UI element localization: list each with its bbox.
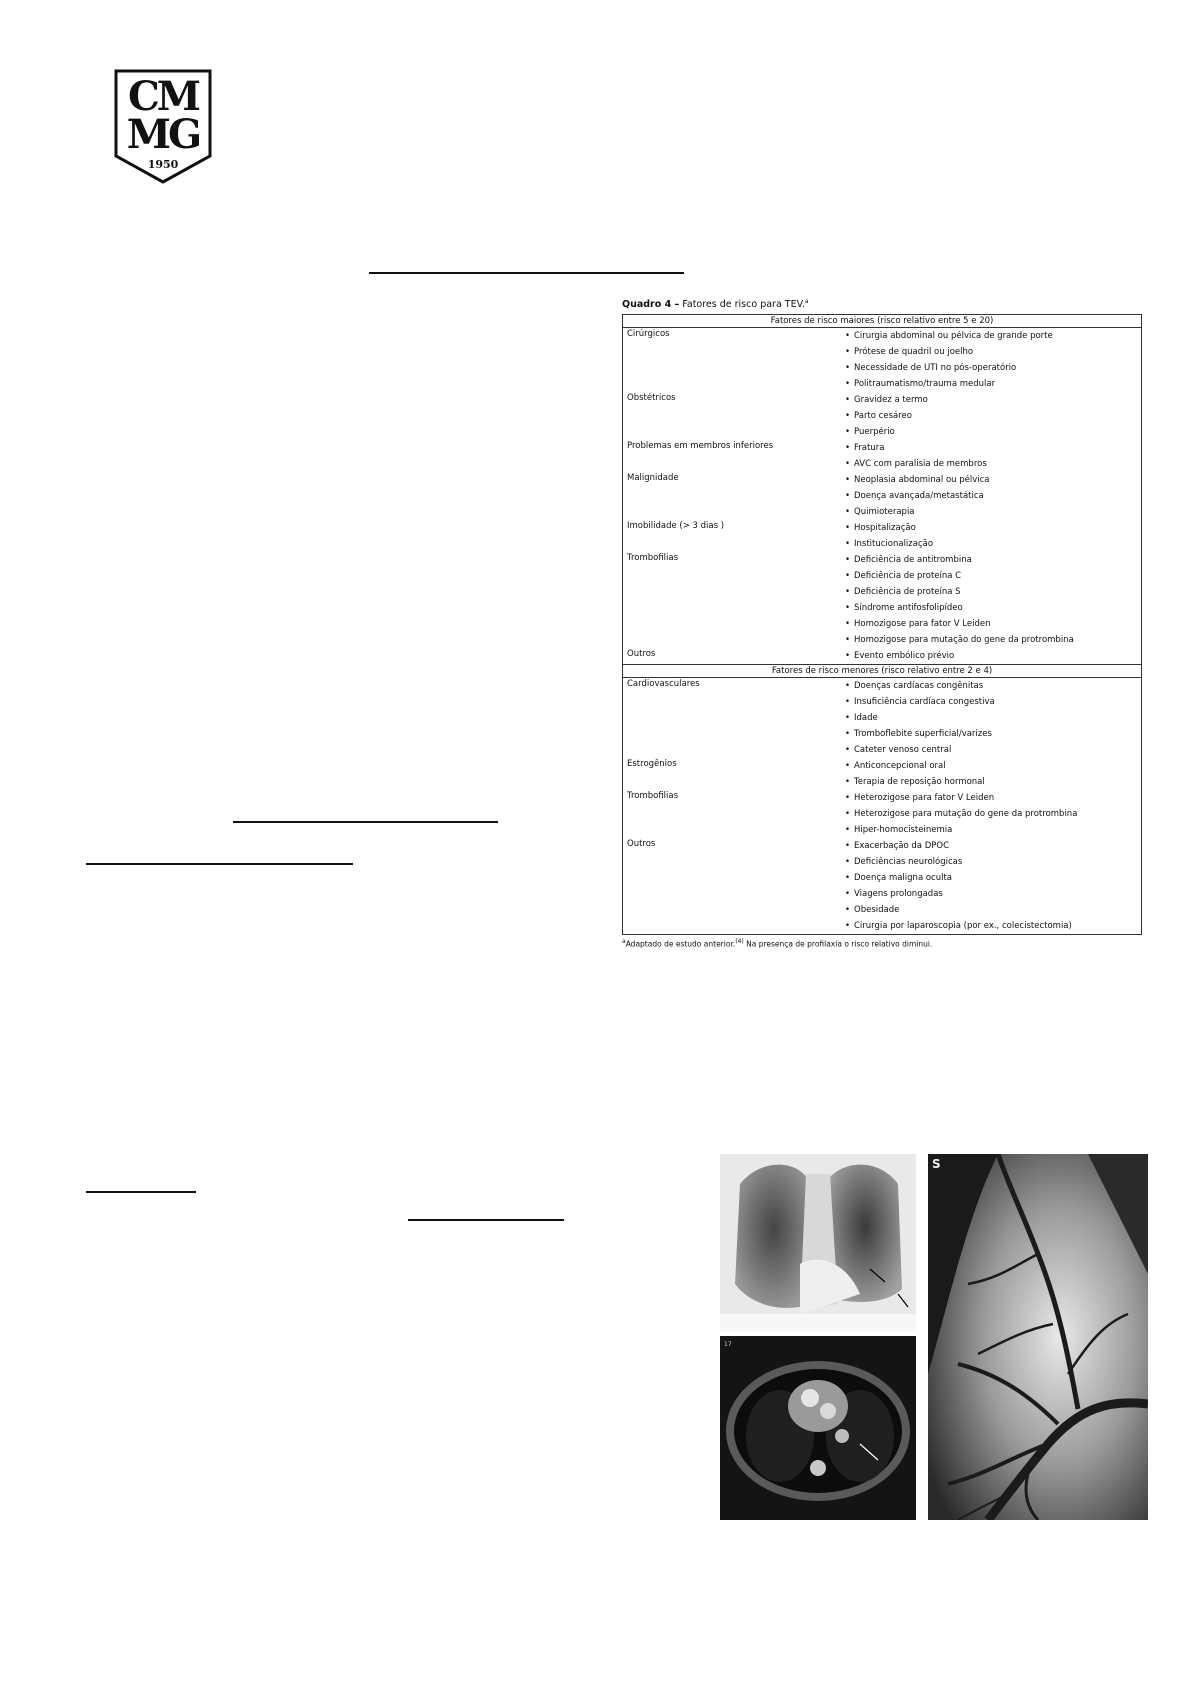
- risk-items: [845, 392, 1141, 440]
- chest-xray-image: [720, 1154, 916, 1332]
- risk-group-row: [623, 758, 1141, 790]
- table-title: Quadro 4 – Fatores de risco para TEV.$^a$: [622, 298, 809, 311]
- section-underline: [86, 1191, 196, 1193]
- risk-category: Estrogênios: [627, 759, 677, 770]
- risk-category: Cirúrgicos: [627, 329, 670, 340]
- risk-item: • Evento embólico prévio: [845, 648, 1141, 664]
- table-box: [622, 314, 1142, 935]
- risk-group-row: [623, 838, 1141, 934]
- chest-ct-image: [720, 1336, 916, 1520]
- risk-group-row: [623, 392, 1141, 440]
- risk-items: [845, 838, 1141, 934]
- text-underline-3: [408, 1219, 564, 1221]
- risk-item: • Doença avançada/metastática: [845, 488, 1141, 504]
- risk-items: [845, 472, 1141, 520]
- risk-item: • Parto cesáreo: [845, 408, 1141, 424]
- risk-items: [845, 552, 1141, 648]
- risk-item: • Deficiência de antitrombina: [845, 552, 1141, 568]
- pulmonary-angiogram-image: [928, 1154, 1148, 1520]
- risk-item: • Cateter venoso central: [845, 742, 1141, 758]
- risk-item: • Homozigose para fator V Leiden: [845, 616, 1141, 632]
- risk-item: • Hospitalização: [845, 520, 1141, 536]
- risk-item: • Deficiência de proteína S: [845, 584, 1141, 600]
- risk-item: • Síndrome antifosfolipídeo: [845, 600, 1141, 616]
- risk-category: Trombofilias: [627, 553, 679, 564]
- risk-item: • AVC com paralisia de membros: [845, 456, 1141, 472]
- risk-category: Cardiovasculares: [627, 679, 700, 690]
- risk-factors-table: [622, 296, 1142, 950]
- risk-item: • Necessidade de UTI no pós-operatório: [845, 360, 1141, 376]
- risk-item: • Anticoncepcional oral: [845, 758, 1141, 774]
- risk-item: • Heterozigose para mutação do gene da protrombina: [845, 806, 1141, 822]
- table-footnote: $^a$Adaptado de estudo anterior.$^{(4)}$ Na presença de profilaxia o risco relativo diminui.: [622, 938, 933, 949]
- svg-text:CM: CM: [127, 73, 199, 120]
- logo-year: 1950: [147, 158, 179, 171]
- risk-group-row: [623, 440, 1141, 472]
- risk-group-row: [623, 648, 1141, 664]
- major-risk-groups: [623, 328, 1141, 664]
- svg-text:MG: MG: [126, 111, 200, 158]
- major-risk-header: Fatores de risco maiores (risco relativo entre 5 e 20): [623, 315, 1141, 328]
- risk-item: • Insuficiência cardíaca congestiva: [845, 694, 1141, 710]
- risk-item: • Neoplasia abdominal ou pélvica: [845, 472, 1141, 488]
- risk-group-row: [623, 552, 1141, 648]
- risk-item: • Terapia de reposição hormonal: [845, 774, 1141, 790]
- risk-item: • Obesidade: [845, 902, 1141, 918]
- risk-items: [845, 520, 1141, 552]
- risk-item: • Politraumatismo/trauma medular: [845, 376, 1141, 392]
- risk-item: • Cirurgia por laparoscopia (por ex., colecistectomia): [845, 918, 1141, 934]
- heading-underline: [369, 272, 684, 274]
- risk-item: • Idade: [845, 710, 1141, 726]
- risk-category: Obstétricos: [627, 393, 676, 404]
- risk-category: Outros: [627, 839, 656, 850]
- risk-item: • Quimioterapia: [845, 504, 1141, 520]
- risk-items: [845, 790, 1141, 838]
- risk-items: [845, 328, 1141, 392]
- risk-item: • Exacerbação da DPOC: [845, 838, 1141, 854]
- text-underline-2: [86, 863, 353, 865]
- risk-group-row: [623, 790, 1141, 838]
- risk-category: Imobilidade (> 3 dias ): [627, 521, 725, 532]
- risk-items: [845, 678, 1141, 758]
- risk-item: • Viagens prolongadas: [845, 886, 1141, 902]
- risk-item: • Heterozigose para fator V Leiden: [845, 790, 1141, 806]
- ct-corner-mark: 17: [724, 1341, 732, 1348]
- risk-items: [845, 440, 1141, 472]
- cmmg-logo: [112, 68, 214, 186]
- risk-item: • Hiper-homocisteinemia: [845, 822, 1141, 838]
- risk-item: • Prótese de quadril ou joelho: [845, 344, 1141, 360]
- risk-group-row: [623, 678, 1141, 758]
- risk-item: • Fratura: [845, 440, 1141, 456]
- risk-item: • Gravidez a termo: [845, 392, 1141, 408]
- risk-item: • Doenças cardíacas congênitas: [845, 678, 1141, 694]
- risk-group-row: [623, 328, 1141, 392]
- risk-items: [845, 758, 1141, 790]
- risk-item: • Cirurgia abdominal ou pélvica de grande porte: [845, 328, 1141, 344]
- text-underline-1: [233, 821, 498, 823]
- risk-category: Outros: [627, 649, 656, 660]
- minor-risk-header: Fatores de risco menores (risco relativo entre 2 e 4): [623, 664, 1141, 678]
- risk-category: Malignidade: [627, 473, 679, 484]
- risk-item: • Doença maligna oculta: [845, 870, 1141, 886]
- risk-item: • Puerpério: [845, 424, 1141, 440]
- risk-item: • Institucionalização: [845, 536, 1141, 552]
- risk-item: • Deficiências neurológicas: [845, 854, 1141, 870]
- risk-item: • Tromboflebite superficial/varizes: [845, 726, 1141, 742]
- risk-items: [845, 648, 1141, 664]
- risk-category: Problemas em membros inferiores: [627, 441, 774, 452]
- risk-group-row: [623, 472, 1141, 520]
- risk-category: Trombofilias: [627, 791, 679, 802]
- risk-item: • Homozigose para mutação do gene da protrombina: [845, 632, 1141, 648]
- risk-item: • Deficiência de proteína C: [845, 568, 1141, 584]
- minor-risk-groups: [623, 678, 1141, 934]
- risk-group-row: [623, 520, 1141, 552]
- angiogram-corner-mark: S: [932, 1157, 941, 1171]
